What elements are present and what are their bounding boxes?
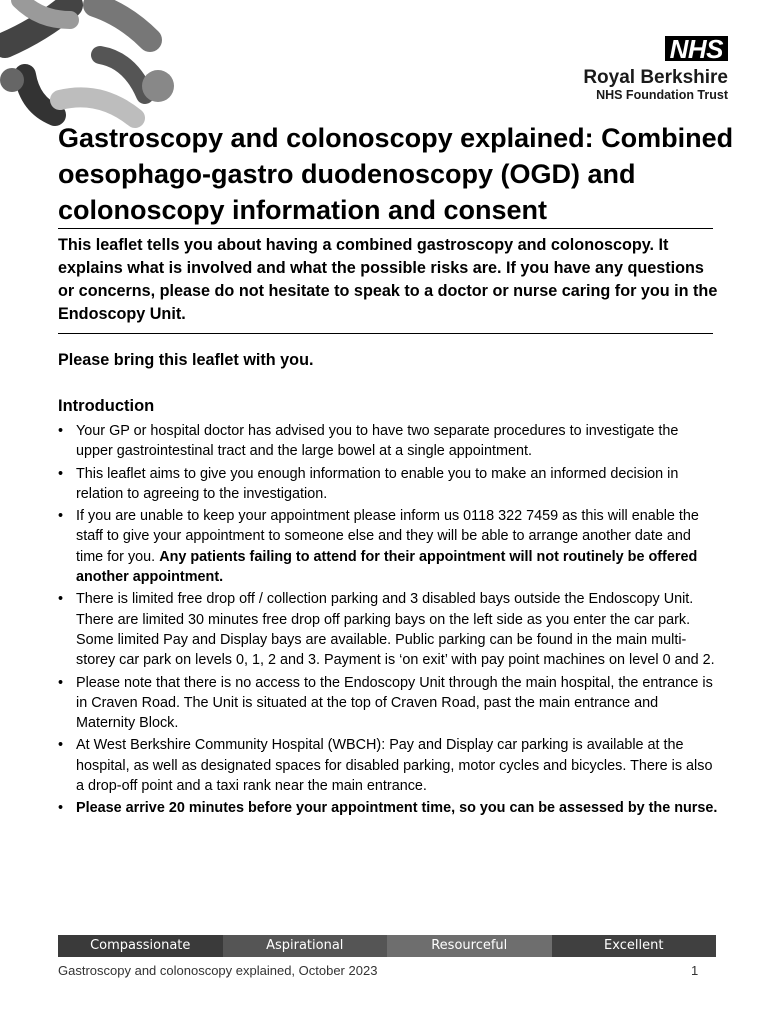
bullet-icon: •: [58, 423, 64, 439]
divider-bottom: [58, 333, 713, 334]
list-item-text: Your GP or hospital doctor has advised you to have two separate procedures to investigate the upper gastrointestinal tract and the large bowel at a single appointment.: [76, 423, 679, 460]
bullet-icon: •: [58, 465, 64, 482]
trust-name: Royal Berkshire: [583, 67, 728, 88]
bullet-icon: •: [58, 674, 64, 691]
list-item: [58, 589, 718, 670]
list-item: [58, 506, 718, 587]
list-item: [58, 735, 718, 796]
list-item-text: This leaflet aims to give you enough information to enable you to make an informed decision in relation to agreeing to the investigation.: [76, 465, 679, 502]
list-item-text: At West Berkshire Community Hospital (WBCH): Pay and Display car parking is available at the hospital, as well as designated spaces for disabled parking, motor cycles and bicycles. There is also a drop-off point and a taxi rank near the main entrance.: [76, 737, 713, 795]
value-aspirational: Aspirational: [223, 935, 388, 957]
list-item-bold-text: Any patients failing to attend for their appointment will not routinely be offered another appointment.: [76, 548, 698, 586]
bullet-icon: •: [58, 800, 64, 817]
divider-top: [58, 228, 713, 229]
bullet-icon: •: [58, 591, 64, 608]
list-item-bold-text: Please arrive 20 minutes before your appointment time, so you can be assessed by the nurse.: [76, 800, 718, 817]
bullet-icon: •: [58, 508, 64, 525]
bullet-icon: •: [58, 737, 64, 754]
list-item-text: Please note that there is no access to the Endoscopy Unit through the main hospital, the entrance is in Craven Road. The Unit is situated at the top of Craven Road, past the main entrance and Maternity Block.: [76, 674, 713, 732]
trust-subtitle: NHS Foundation Trust: [596, 88, 728, 102]
value-excellent: Excellent: [552, 935, 717, 957]
list-item: [58, 673, 718, 734]
page-number: 1: [691, 963, 699, 978]
trust-logo-artwork: [0, 0, 180, 130]
bring-leaflet-note: Please bring this leaflet with you.: [58, 351, 314, 369]
nhs-badge: NHS: [665, 36, 728, 61]
list-item: [58, 421, 718, 462]
list-item: [58, 798, 718, 818]
section-heading: Introduction: [58, 397, 155, 415]
footer-text: Gastroscopy and colonoscopy explained, October 2023: [58, 963, 378, 978]
value-resourceful: Resourceful: [387, 935, 552, 957]
list-item-text: If you are unable to keep your appointment please inform us 0118 322 7459 as this will enable the staff to give your appointment to someone else and they will be able to arrange another date and time for you.: [76, 508, 699, 565]
value-compassionate: Compassionate: [58, 935, 223, 957]
intro-paragraph: This leaflet tells you about having a combined gastroscopy and colonoscopy. It explains what is involved and what the possible risks are. If you have any questions or concerns, please do not hesitate to speak to a doctor or nurse caring for you in the Endoscopy Unit.: [58, 236, 718, 323]
introduction-list: [58, 421, 718, 821]
list-item-text: There is limited free drop off / collection parking and 3 disabled bays outside the Endoscopy Unit. There are limited 30 minutes free drop off parking bays on the left side as you enter the car park. Some limited Pay and Display bays are available. Public parking can be found in the main multi-storey car park on levels 0, 1, 2 and 3. Payment is ‘on exit’ with pay point machines on level 0 and 2.: [76, 591, 715, 669]
nhs-trust-logo: [583, 36, 728, 102]
list-item: [58, 464, 718, 505]
trust-values-bar: [58, 935, 716, 957]
page-title: Gastroscopy and colonoscopy explained: Combined oesophago-gastro duodenoscopy (OGD) and colonoscopy information and consent: [58, 123, 734, 225]
